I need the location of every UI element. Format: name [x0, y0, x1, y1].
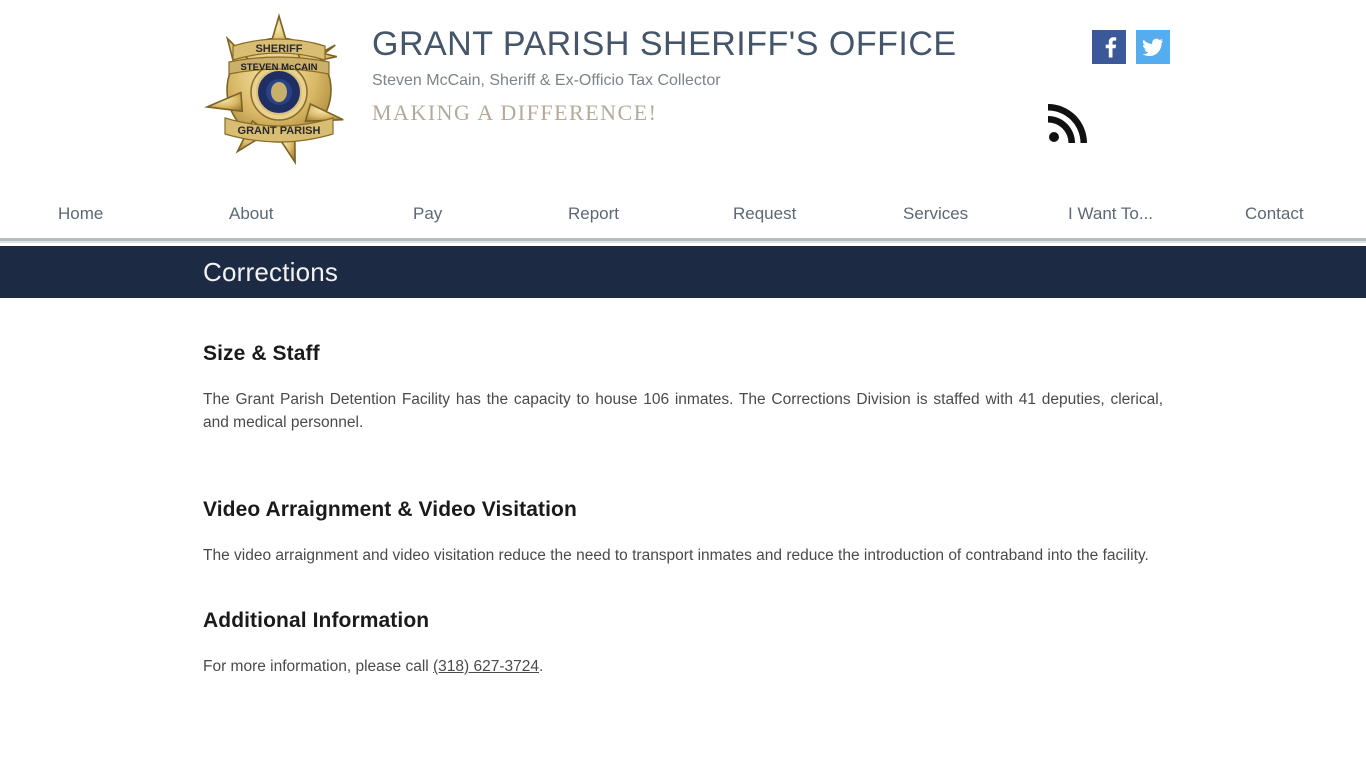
sheriff-badge-icon: [200, 12, 358, 174]
spacer: [203, 434, 1163, 498]
spacer: [203, 567, 1163, 609]
nav-divider: [0, 238, 1366, 246]
section-video-arraignment: [203, 498, 1163, 567]
rss-icon[interactable]: [1044, 103, 1088, 147]
site-tagline: MAKING A DIFFERENCE!: [372, 100, 658, 125]
section-body: [203, 655, 1163, 678]
nav-item-i-want-to[interactable]: I Want To...: [1068, 204, 1154, 223]
nav-item-about[interactable]: About: [229, 204, 274, 223]
site-title: GRANT PARISH SHERIFF'S OFFICE: [372, 25, 957, 63]
site-subtitle: Steven McCain, Sheriff & Ex-Officio Tax Collector: [372, 72, 721, 89]
body-suffix: .: [539, 658, 544, 675]
main-content: [0, 298, 1366, 678]
svg-text:SHERIFF: SHERIFF: [255, 43, 303, 55]
social-links: [1092, 30, 1170, 64]
section-body: The video arraignment and video visitation reduce the need to transport inmates and reduce the introduction of contraband into the facility.: [203, 547, 1149, 564]
twitter-icon[interactable]: [1136, 30, 1170, 64]
page-banner: [0, 246, 1366, 298]
section-body: The Grant Parish Detention Facility has the capacity to house 106 inmates. The Corrections Division is staffed with 41 deputies, clerical, and medical personnel.: [203, 391, 1163, 431]
svg-text:GRANT PARISH: GRANT PARISH: [237, 125, 321, 137]
nav-item-request[interactable]: Request: [733, 204, 797, 223]
section-heading: Video Arraignment & Video Visitation: [203, 498, 577, 521]
section-additional-information: [203, 609, 1163, 678]
site-title-block: [372, 22, 1072, 128]
section-heading: Additional Information: [203, 609, 430, 632]
svg-text:STEVEN McCAIN: STEVEN McCAIN: [240, 62, 318, 73]
body-prefix: For more information, please call: [203, 658, 434, 675]
nav-item-services[interactable]: Services: [903, 204, 969, 223]
main-navigation: [0, 190, 1366, 238]
phone-link[interactable]: (318) 627-3724: [433, 658, 540, 675]
nav-item-pay[interactable]: Pay: [413, 204, 443, 223]
section-heading: Size & Staff: [203, 342, 320, 365]
site-header: [0, 0, 1366, 190]
nav-item-report[interactable]: Report: [568, 204, 620, 223]
nav-item-home[interactable]: Home: [58, 204, 104, 223]
nav-item-contact[interactable]: Contact: [1245, 204, 1304, 223]
page-title: Corrections: [203, 256, 339, 287]
facebook-icon[interactable]: [1092, 30, 1126, 64]
section-size-staff: [203, 342, 1163, 434]
